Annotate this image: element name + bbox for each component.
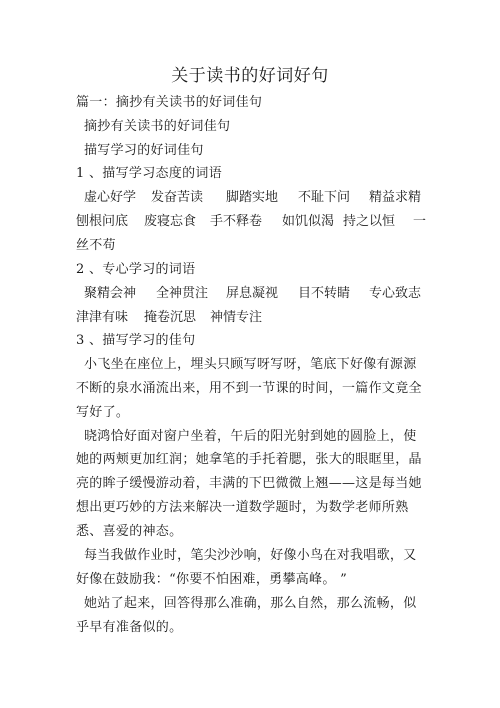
word-row xyxy=(0,310,500,326)
word-item: 脚踏实地 xyxy=(226,190,279,205)
section-header: 篇一：摘抄有关读书的好词佳句 xyxy=(76,95,263,110)
paragraph-line: 她的两颊更加红润；她拿笔的手托着腮，张大的眼眶里，晶 xyxy=(76,452,422,467)
word-item: 津津有味 xyxy=(76,310,129,325)
word-row xyxy=(0,286,500,302)
document-title: 关于读书的好词好句 xyxy=(171,66,329,86)
paragraph-line: 写好了。 xyxy=(76,405,130,420)
paragraph-line: 好像在鼓励我：“你要不怕困难，勇攀高峰。 ” xyxy=(76,572,348,587)
word-item: 神情专注 xyxy=(210,310,263,325)
paragraph-line: 乎早有准备似的。 xyxy=(76,620,183,635)
word-row xyxy=(0,190,500,206)
word-item: 聚精会神 xyxy=(84,286,137,301)
word-row xyxy=(0,214,500,230)
word-item: 虚心好学 xyxy=(84,190,137,205)
paragraph-line: 她站了起来，回答得那么准确，那么自然，那么流畅，似 xyxy=(84,596,417,611)
word-item: 掩卷沉思 xyxy=(144,310,197,325)
word-item: 持之以恒 xyxy=(343,214,396,229)
heading-sentences: 3 、描写学习的佳句 xyxy=(76,333,196,348)
sub-title: 摘抄有关读书的好词佳句 xyxy=(84,119,231,134)
word-item: 目不转睛 xyxy=(298,286,351,301)
word-item: 精益求精 xyxy=(369,190,422,205)
word-item: 专心致志 xyxy=(369,286,422,301)
word-item: 一 xyxy=(413,214,427,229)
word-item: 发奋苦读 xyxy=(151,190,204,205)
paragraph-line: 每当我做作业时，笔尖沙沙响，好像小鸟在对我唱歌，又 xyxy=(84,548,417,563)
word-item: 如饥似渴 xyxy=(282,214,335,229)
word-item: 屏息凝视 xyxy=(226,286,279,301)
word-item: 全神贯注 xyxy=(156,286,209,301)
heading-attitude: 1 、描写学习态度的词语 xyxy=(76,166,223,181)
word-item: 手不释卷 xyxy=(210,214,263,229)
paragraph-line: 悉、喜爱的神态。 xyxy=(76,524,183,539)
word-continuation: 丝不苟 xyxy=(76,238,116,253)
word-item: 废寝忘食 xyxy=(144,214,197,229)
word-item: 刨根问底 xyxy=(76,214,129,229)
paragraph-line: 晓鸿恰好面对窗户坐着，午后的阳光射到她的圆脸上，使 xyxy=(84,429,417,444)
paragraph-line: 不断的泉水涌流出来，用不到一节课的时间，一篇作文竟全 xyxy=(76,381,422,396)
paragraph-line: 想出更巧妙的方法来解决一道数学题时，为数学老师所熟 xyxy=(76,500,409,515)
category-title: 描写学习的好词佳句 xyxy=(84,143,204,158)
paragraph-line: 小飞坐在座位上，埋头只顾写呀写呀，笔底下好像有源源 xyxy=(84,357,417,372)
paragraph-line: 亮的眸子缓慢游动着，丰满的下巴微微上翘——这是每当她 xyxy=(76,476,422,491)
heading-focus: 2 、专心学习的词语 xyxy=(76,262,196,277)
word-item: 不耻下问 xyxy=(298,190,351,205)
